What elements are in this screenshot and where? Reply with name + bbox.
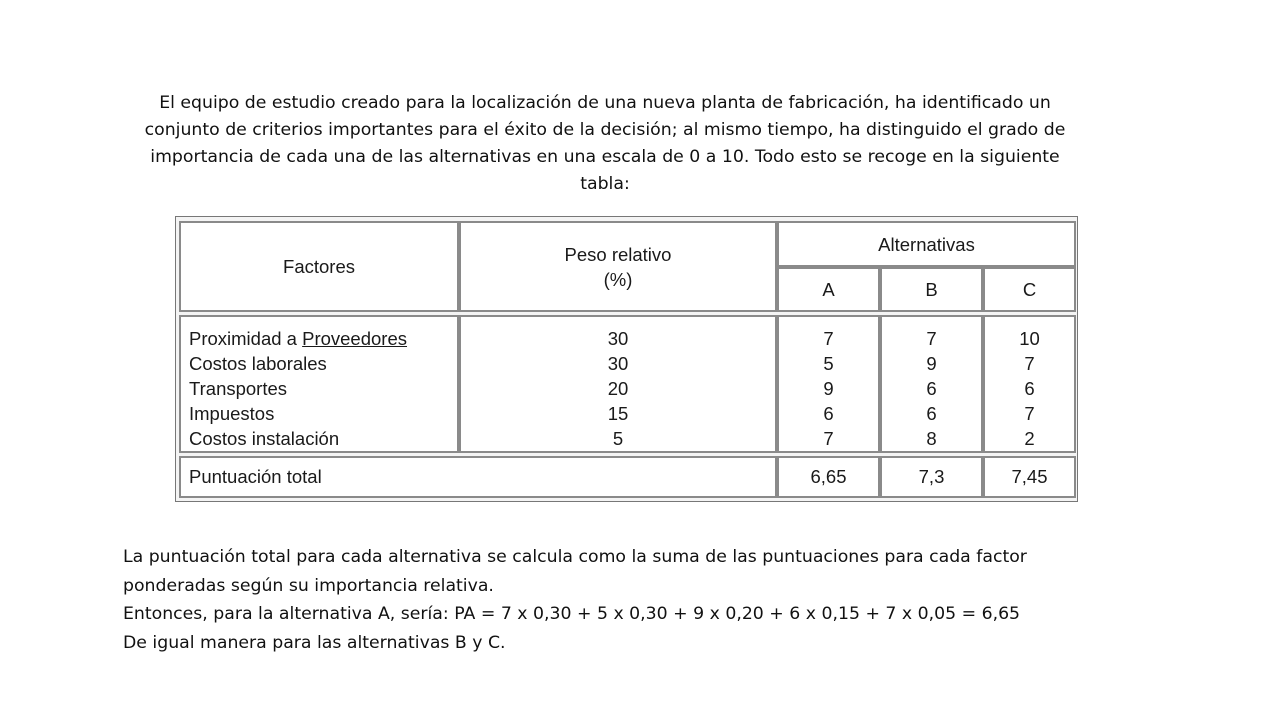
header-alt-b-label: B: [925, 279, 938, 300]
intro-line: tabla:: [580, 174, 630, 194]
header-alt-a-label: A: [822, 279, 835, 300]
alt-a-value: 6: [823, 403, 834, 424]
peso-value: 30: [607, 328, 629, 349]
criteria-table: [175, 216, 1078, 502]
alt-b-value: 6: [926, 403, 937, 424]
header-alternativas-label: Alternativas: [878, 233, 975, 255]
alt-c-value: 6: [1024, 378, 1035, 399]
alt-b-value: 9: [926, 353, 937, 374]
factor-name: Transportes: [189, 378, 288, 399]
factor-names-column: [179, 315, 459, 453]
alt-c-value: 2: [1024, 428, 1035, 449]
intro-paragraph: [90, 90, 1120, 198]
total-label-cell: [179, 456, 777, 498]
alt-c-column: [983, 315, 1076, 453]
total-c-cell: [983, 456, 1076, 498]
factor-name: Impuestos: [189, 403, 275, 424]
header-alternativas: [777, 221, 1076, 267]
header-peso-line2: (%): [603, 268, 633, 290]
header-alt-a: [777, 267, 880, 312]
alt-c-value: 10: [1019, 328, 1040, 349]
header-peso-line1: Peso relativo: [564, 243, 672, 265]
alt-b-value: 8: [926, 428, 937, 449]
total-b-cell: [880, 456, 983, 498]
factor-name-part: Proximidad a: [189, 328, 303, 349]
peso-column: [459, 315, 777, 453]
explanation-line: La puntuación total para cada alternativa se calcula como la suma de las puntuaciones para cada factor: [123, 547, 1027, 567]
alt-b-column: [880, 315, 983, 453]
alt-b-value: 7: [926, 328, 937, 349]
factor-name: Costos instalación: [189, 428, 340, 449]
factor-name: [189, 326, 457, 351]
alt-a-value: 9: [823, 378, 834, 399]
total-label: Puntuación total: [189, 466, 322, 487]
peso-value: 5: [612, 428, 624, 449]
alt-c-value: 7: [1024, 353, 1035, 374]
peso-value: 30: [607, 353, 629, 374]
header-factores: [179, 221, 459, 312]
header-factores-label: Factores: [283, 256, 355, 277]
factor-name: Costos laborales: [189, 353, 327, 374]
header-alt-c-label: C: [1022, 279, 1037, 300]
alt-a-value: 5: [823, 353, 834, 374]
alt-a-value: 7: [823, 328, 834, 349]
factor-name-underlined: Proveedores: [302, 328, 408, 349]
intro-line: importancia de cada una de las alternativas en una escala de 0 a 10. Todo esto se recoge en la siguiente: [150, 147, 1060, 167]
header-peso: [459, 221, 777, 312]
total-a: 6,65: [810, 466, 847, 487]
alt-a-column: [777, 315, 880, 453]
explanation-line: ponderadas según su importancia relativa.: [123, 575, 494, 596]
total-c: 7,45: [1011, 466, 1048, 487]
header-alt-b: [880, 267, 983, 312]
total-b: 7,3: [918, 466, 945, 487]
alt-c-value: 7: [1024, 403, 1035, 424]
explanation-paragraph: [123, 543, 1153, 657]
alt-b-value: 6: [926, 378, 937, 399]
explanation-line: Entonces, para la alternativa A, sería: PA = 7 x 0,30 + 5 x 0,30 + 9 x 0,20 + 6 x 0,15 + 7 x 0,05 = 6,65: [123, 604, 1021, 624]
explanation-line: De igual manera para las alternativas B y C.: [123, 632, 506, 653]
alt-a-value: 7: [823, 428, 834, 449]
total-a-cell: [777, 456, 880, 498]
header-alt-c: [983, 267, 1076, 312]
peso-value: 20: [607, 378, 629, 399]
intro-line: conjunto de criterios importantes para el éxito de la decisión; al mismo tiempo, ha distinguido el grado de: [144, 120, 1066, 140]
intro-line: El equipo de estudio creado para la localización de una nueva planta de fabricación, ha identificado un: [159, 93, 1051, 113]
peso-value: 15: [607, 403, 629, 424]
